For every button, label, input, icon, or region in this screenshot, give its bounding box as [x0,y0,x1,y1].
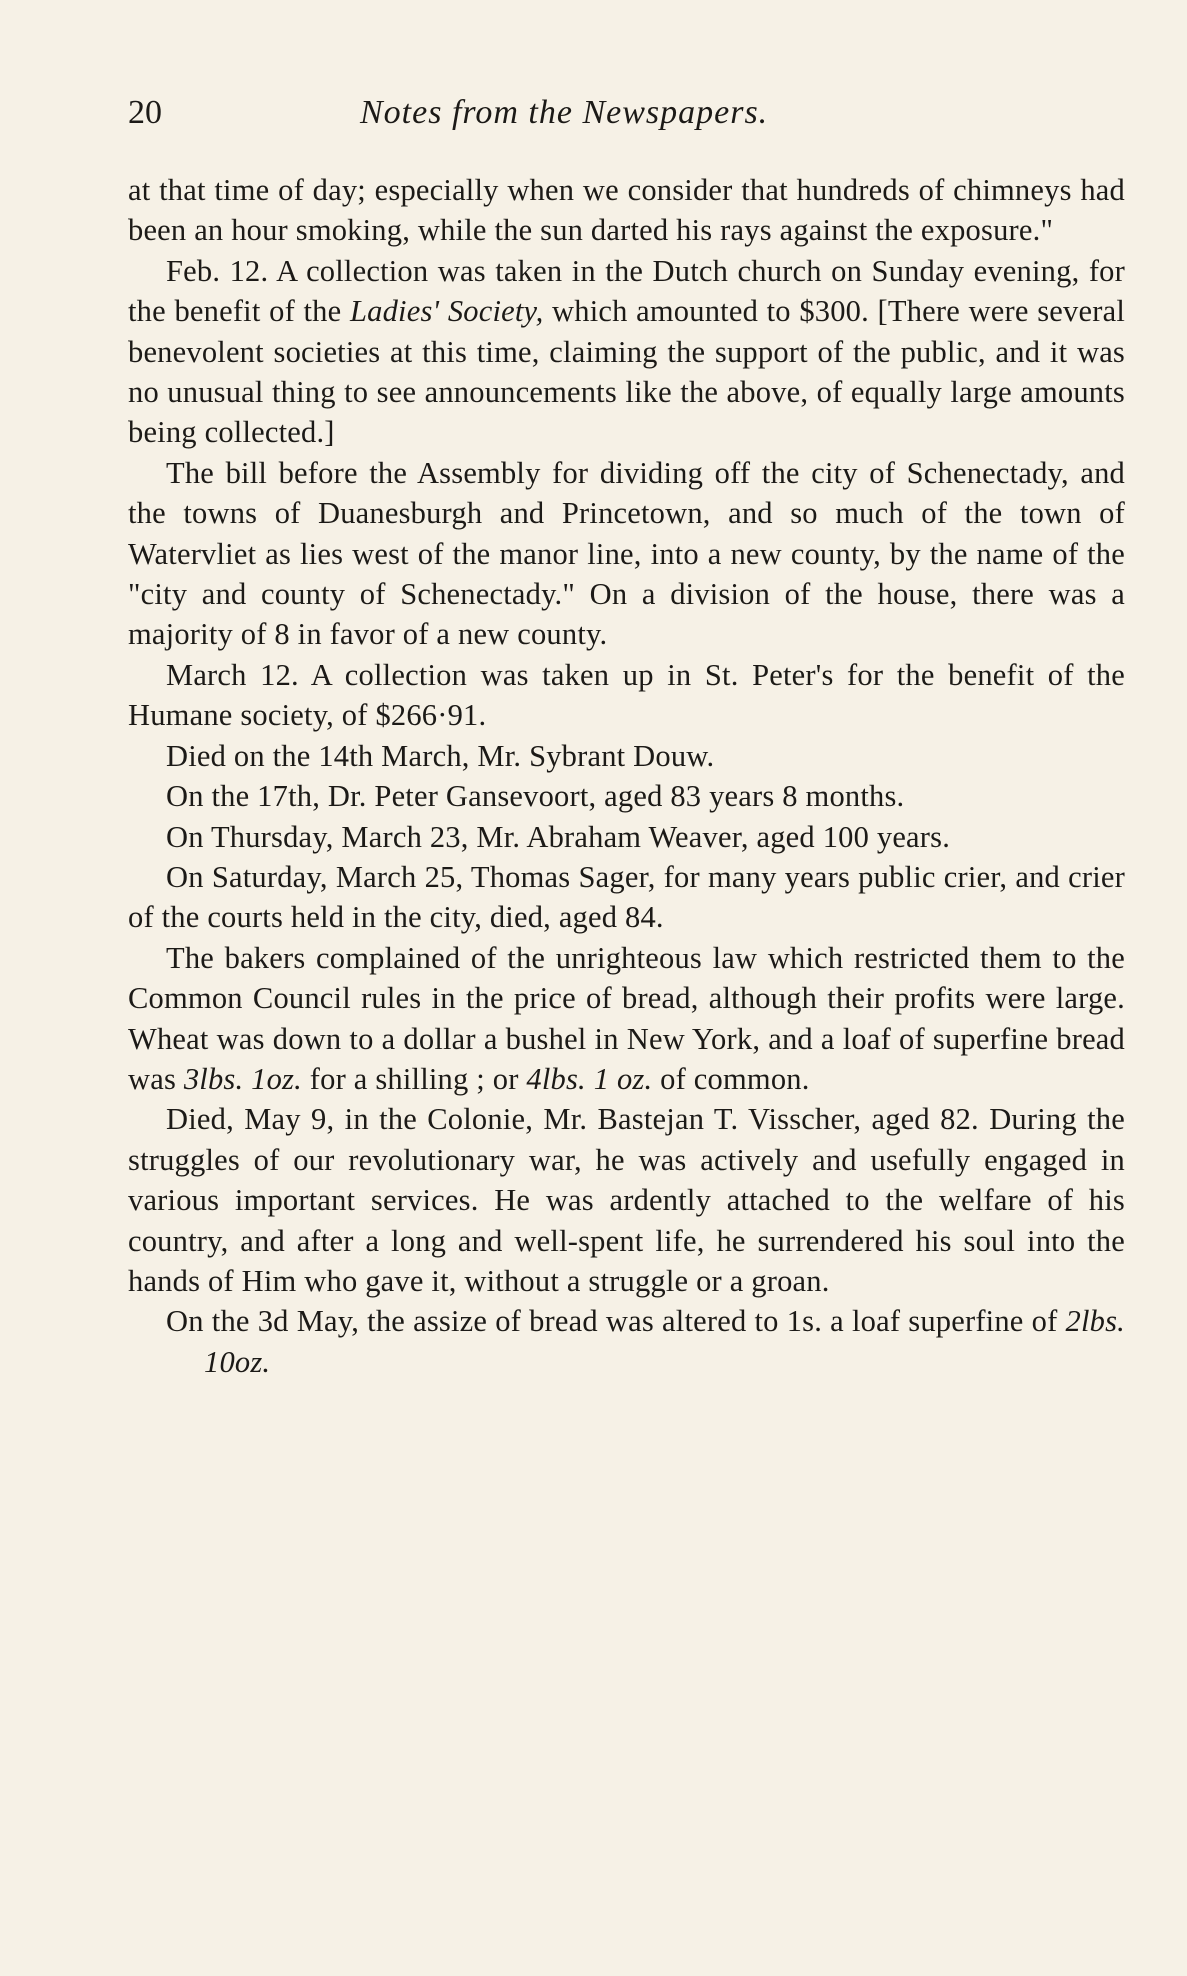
page-header [128,94,1128,144]
paragraph-6 [128,776,1125,816]
paragraph-7 [128,817,1125,857]
paragraph-11-italic: 2lbs. 10oz. [204,1304,1125,1379]
paragraph-2-text-a: Feb. 12. A collection was taken in the Dutch church on Sunday evening, for the benefit of the [128,253,1125,329]
paragraph-2-text-b: which amounted to $300. [There were several benevolent societies at this time, claiming the support of the public, and it was no unusual thing to see announcements like the above, of equally large amounts being collected.] [128,294,1125,450]
paragraph-9-italic-b: 4lbs. 1 oz. [526,1061,653,1096]
paragraph-10 [128,1099,1125,1301]
paragraph-9-italic-a: 3lbs. 1oz. [183,1061,302,1096]
paragraph-7-text: On Thursday, March 23, Mr. Abraham Weaver, aged 100 years. [166,819,951,854]
paragraph-2-italic: Ladies' Society, [349,294,544,329]
paragraph-10-text: Died, May 9, in the Colonie, Mr. Bastejan T. Visscher, aged 82. During the struggles of our revolutionary war, he was actively and usefully engaged in various important services. He was ardently attached to the welfare of his country, and after a long and well-spent life, he surrendered his soul into the hands of Him who gave it, without a struggle or a groan. [128,1102,1125,1298]
running-title: Notes from the Newspapers. [360,94,769,131]
paragraph-4-text: March 12. A collection was taken up in St. Peter's for the benefit of the Humane society, of $266·91. [128,657,1125,733]
paragraph-1 [128,170,1125,251]
paragraph-1-text: at that time of day; especially when we consider that hundreds of chimneys had been an hour smoking, while the sun darted his rays against the exposure." [128,173,1125,248]
page-number: 20 [128,94,162,131]
paragraph-9 [128,938,1125,1100]
paragraph-9-text-a: The bakers complained of the unrighteous law which restricted them to the Common Council rules in the price of bread, although their profits were large. Wheat was down to a dollar a bushel in New York, and a loaf of superfine bread was [128,940,1125,1096]
paragraph-9-text-b: for a shilling ; or [301,1061,527,1096]
paragraph-5 [128,736,1125,776]
paragraph-4 [128,655,1125,736]
paragraph-11 [166,1301,1125,1382]
paragraph-3 [128,453,1125,655]
paragraph-9-text-c: of common. [652,1061,810,1096]
paragraph-8 [128,857,1125,938]
paragraph-5-text: Died on the 14th March, Mr. Sybrant Douw. [166,738,715,773]
paragraph-2 [128,251,1125,453]
paragraph-8-text: On Saturday, March 25, Thomas Sager, for many years public crier, and crier of the courts held in the city, died, aged 84. [128,859,1125,935]
paragraph-6-text: On the 17th, Dr. Peter Gansevoort, aged 83 years 8 months. [166,779,905,814]
paragraph-3-text: The bill before the Assembly for dividing off the city of Schenectady, and the towns of Duanesburgh and Princetown, and so much of the town of Watervliet as lies west of the manor line, into a new county, by the name of the "city and county of Schenectady." On a division of the house, there was a majority of 8 in favor of a new county. [128,455,1125,652]
paragraph-11-text-a: On the 3d May, the assize of bread was altered to 1s. a loaf superfine of [166,1304,1066,1339]
body-text [128,170,1125,1382]
